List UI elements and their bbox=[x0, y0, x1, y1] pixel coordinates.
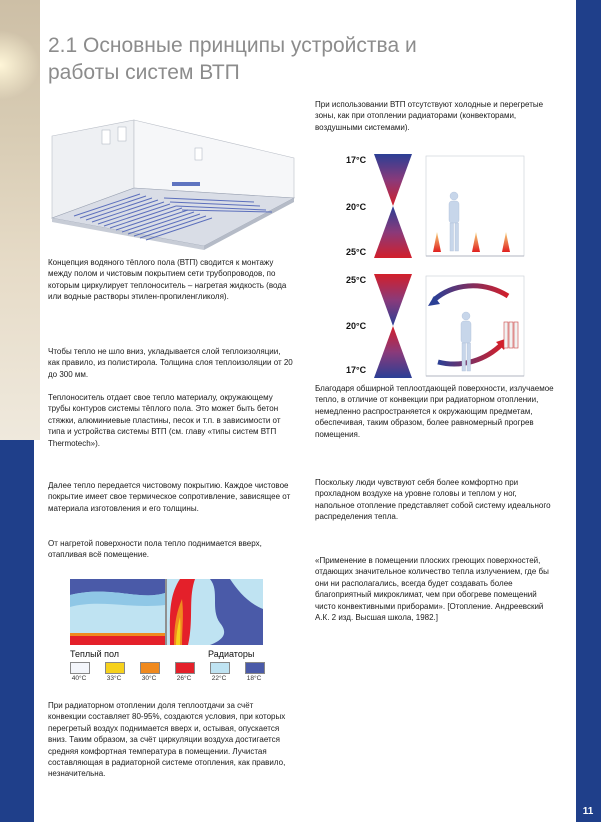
diagram-floor-heating bbox=[312, 150, 526, 262]
right-blue-band bbox=[576, 0, 601, 822]
legend-swatch-33 bbox=[105, 662, 125, 674]
lamp-glow bbox=[0, 30, 40, 100]
diagram-radiator-heating bbox=[312, 270, 526, 382]
paragraph-heat-transfer: Теплоноситель отдает свое тепло материалу, окружающему трубы контуров системы тёплого пола. Это может быть бетон стяжки, алюминиевые пластины, песок и т.п. в зависимости от типа и устройства системы ВТП (см. главу «типы систем ВТП Thermotech»). bbox=[48, 393, 281, 448]
top-diagram-label-2: 20°C bbox=[346, 202, 367, 212]
legend-label-30: 30°C bbox=[141, 675, 157, 682]
top-diagram-label-3: 25°C bbox=[346, 247, 367, 257]
left-blue-band bbox=[0, 440, 34, 822]
legend-swatch-18 bbox=[245, 662, 265, 674]
paragraph-insulation: Чтобы тепло не шло вниз, укладывается слой теплоизоляции, как правило, из полистирола. Толщина слоя теплоизоляции от 20 до 300 мм. bbox=[48, 347, 293, 379]
paragraph-radiator-convection: При радиаторном отоплении доля теплоотдачи за счёт конвекции составляет 80-95%, создаются условия, при которых перегретый воздух поднимается вверх и, остывая, опускается вниз. Таким образом, за счёт циркуляции воздуха достигается средняя комфортная температура в помещении. Лучистая составляющая в радиаторной системе отопления, как правило, незначительна. bbox=[48, 701, 286, 779]
paragraph-comfort: Поскольку люди чувствуют себя более комфортно при прохладном воздухе на уровне головы и теплом у ног, напольное отопление представляет собой систему идеального распределения тепла. bbox=[315, 478, 551, 522]
page-title: 2.1 Основные принципы устройства и работы систем ВТП bbox=[48, 34, 417, 84]
heatmap-label-radiators: Радиаторы bbox=[208, 649, 255, 659]
side-photo bbox=[0, 0, 40, 440]
paragraph-finish-coating: Далее тепло передается чистовому покрытию. Каждое чистовое покрытие имеет свое термическое сопротивление, зависящее от материала изготовления и его толщины. bbox=[48, 481, 291, 513]
legend-label-33: 33°C bbox=[106, 675, 122, 682]
paragraph-quote: «Применение в помещении плоских греющих поверхностей, отдающих значительное количество тепла излучением, где бы они ни располагались, всегда будет создавать более благоприятный микроклимат, чем при обогреве помещений чисто конвективными приборами». [Отопление. Андреевский А.К. 2 изд. Высшая школа, 1982.] bbox=[315, 556, 549, 623]
bottom-diagram-label-2: 20°C bbox=[346, 321, 367, 331]
paragraph-concept: Концепция водяного тёплого пола (ВТП) сводится к монтажу между полом и чистовым покрытием сети трубопроводов, по которым циркулирует теплоноситель – нагретая жидкость (вода или водные растворы этилен-пропиленгликоля). bbox=[48, 258, 287, 302]
page-number: 11 bbox=[582, 806, 594, 817]
legend-swatch-40 bbox=[70, 662, 90, 674]
legend-swatch-22 bbox=[210, 662, 230, 674]
legend-swatch-26 bbox=[175, 662, 195, 674]
legend-label-18: 18°C bbox=[246, 675, 262, 682]
bottom-diagram-label-3: 17°C bbox=[346, 365, 367, 375]
top-diagram-label-1: 17°C bbox=[346, 155, 367, 165]
heatmap-label-floor: Теплый пол bbox=[70, 649, 120, 659]
legend-label-26: 26°C bbox=[176, 675, 192, 682]
room-floor-illustration bbox=[44, 118, 299, 250]
legend-label-40: 40°C bbox=[71, 675, 87, 682]
bottom-diagram-label-1: 25°C bbox=[346, 275, 367, 285]
paragraph-no-cold-zones: При использовании ВТП отсутствуют холодные и перегретые зоны, как при отоплении радиаторами (конвекторами, воздушными системами). bbox=[315, 100, 544, 132]
legend-swatch-30 bbox=[140, 662, 160, 674]
legend-label-22: 22°C bbox=[211, 675, 227, 682]
paragraph-radiant-heat: Благодаря обширной теплоотдающей поверхности, излучаемое тепло, в отличие от конвекции при радиаторном отоплении, немедленно распространяется к окружающим предметам, обеспечивая, таким образом, более равномерный прогрев помещения. bbox=[315, 384, 554, 439]
heat-distribution-map bbox=[70, 579, 263, 645]
paragraph-rising-heat: От нагретой поверхности пола тепло поднимается вверх, отапливая всё помещение. bbox=[48, 539, 262, 560]
